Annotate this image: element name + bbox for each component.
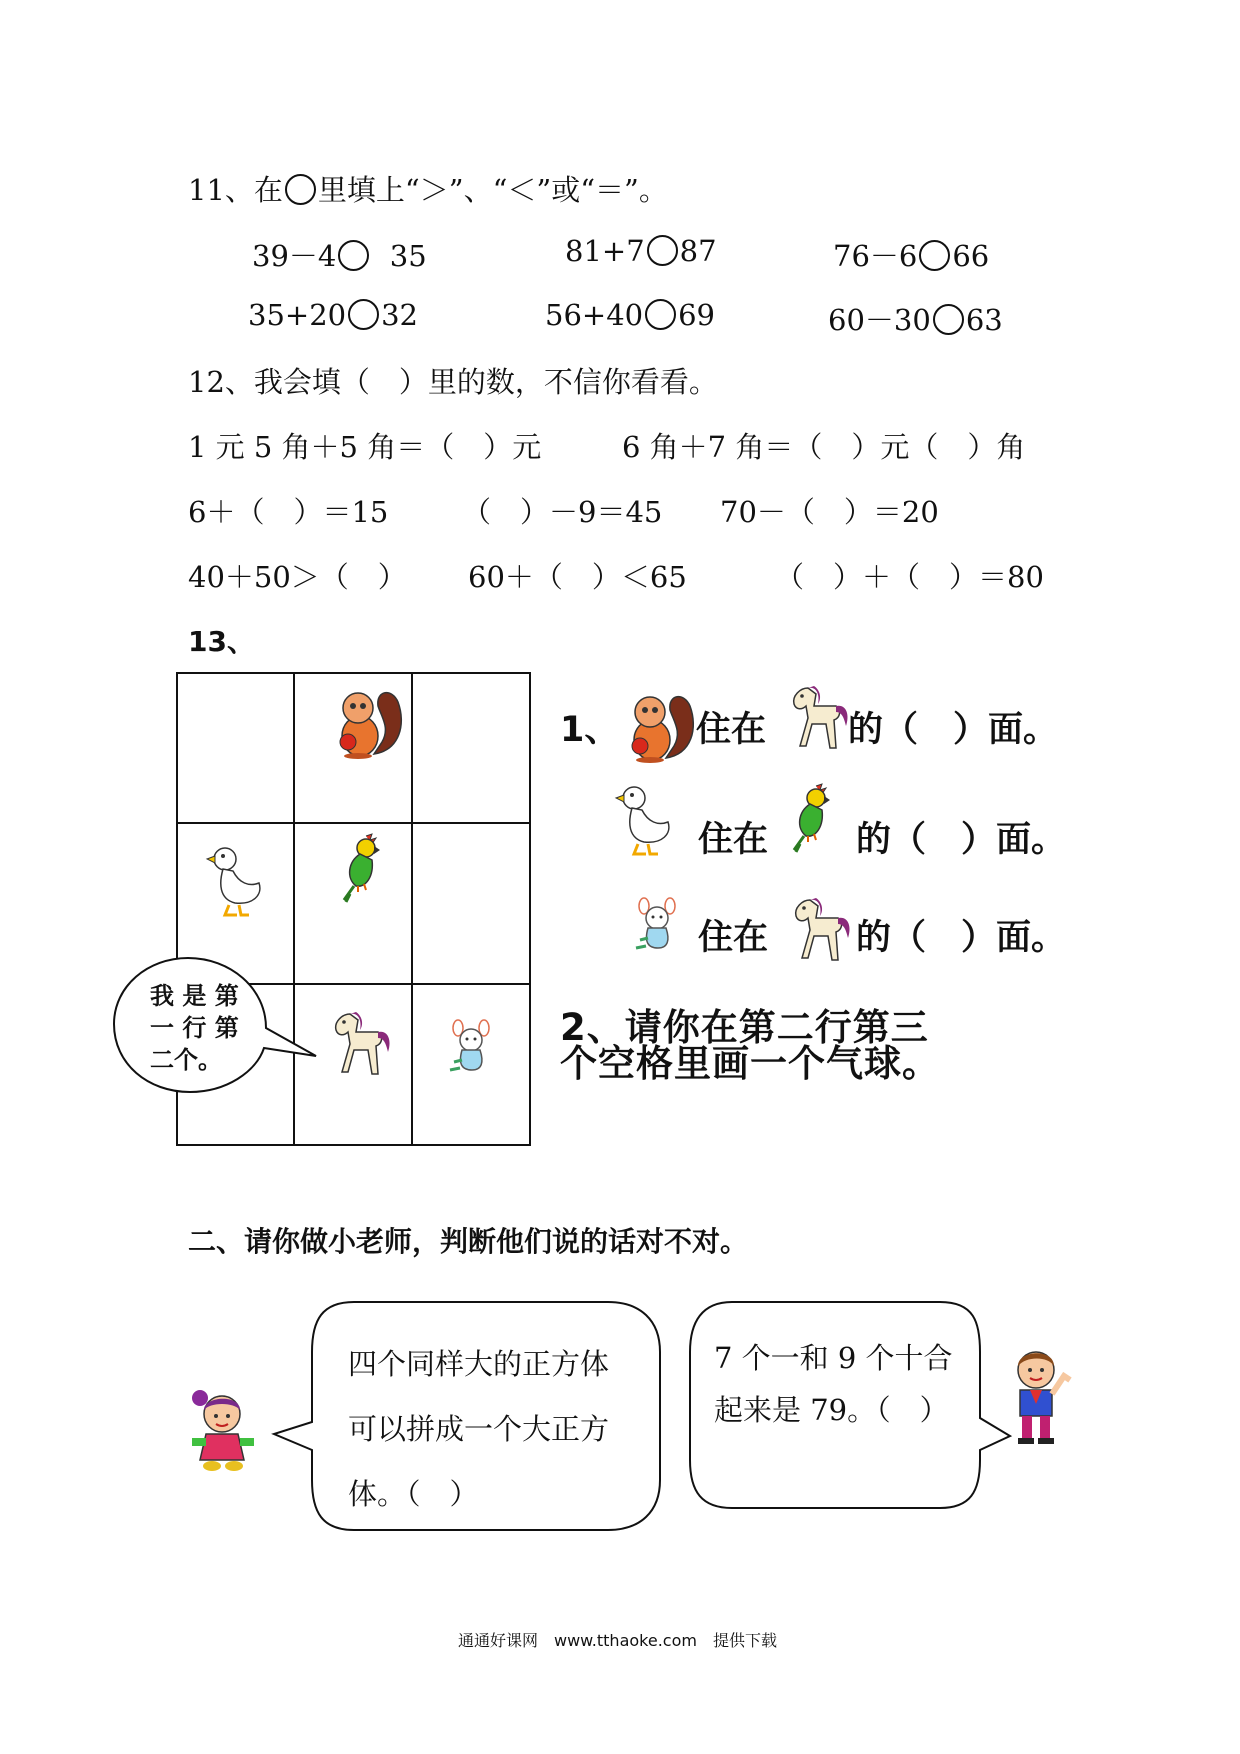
parrot-icon [336,832,388,904]
q11-prompt-before: 在 [253,173,283,207]
answer-circle-icon[interactable] [647,235,678,266]
bubble-line: 二个。 [150,1046,222,1074]
rabbit-icon [634,898,682,954]
q13-of-face: 的（ ）面。 [856,820,1067,860]
q11-item-right: 87 [679,234,717,268]
speech-bubble-left-text [348,1332,609,1527]
q11-item-right: 35 [389,239,427,273]
q11-item-left: 35+20 [248,298,347,332]
speech-bubble-text [150,980,239,1076]
duck-icon [614,782,676,858]
answer-circle-icon[interactable] [348,299,379,330]
bubble-line: 我 是 第 [150,982,239,1010]
q11-prompt [188,168,668,209]
q11-item-left: 60－30 [828,303,931,337]
q11-item-right: 69 [678,298,716,332]
footer-text: 通通好课网 www.tthaoke.com 提供下载 [458,1631,777,1650]
bubble-line: 体。（ ） [348,1477,479,1511]
q11-item-right: 66 [952,239,990,273]
squirrel-icon [328,684,408,760]
q12-row2-a: 6＋（ ）＝15 [188,495,389,529]
q11-item-right: 63 [965,303,1003,337]
answer-circle-icon[interactable] [933,304,964,335]
q13-sub2 [560,1006,940,1085]
q13-lives-in: 住在 [698,820,769,860]
answer-circle-icon[interactable] [919,240,950,271]
q11-prompt-after: 里填上“＞”、“＜”或“＝”。 [317,173,668,207]
girl-icon [188,1388,260,1476]
q12-row2-b: （ ）－9＝45 [462,495,663,529]
q12-row1-b: 6 角＋7 角＝（ ）元（ ）角 [622,430,1026,464]
q11-item-right: 32 [381,298,419,332]
boy-icon [1004,1346,1074,1446]
q13-of-face: 的（ ）面。 [848,710,1059,750]
q13-of-face: 的（ ）面。 [856,918,1067,958]
q13-sub2-line: 2、请你在第二行第三 [560,1006,929,1049]
rabbit-icon [448,1020,496,1076]
horse-icon [328,1010,394,1080]
speech-bubble-right-text [714,1332,953,1436]
bubble-line: 可以拼成一个大正方 [348,1412,610,1446]
bubble-line: 起来是 79。（ ） [714,1393,949,1427]
answer-circle-icon[interactable] [645,299,676,330]
q11-item-left: 81+7 [565,234,645,268]
answer-circle-icon[interactable] [338,240,369,271]
parrot-icon [786,782,838,854]
q11-item-left: 39－4 [252,239,337,273]
horse-icon [788,896,854,966]
q13-lives-in: 住在 [698,918,769,958]
section2-title: 二、请你做小老师，判断他们说的话对不对。 [188,1225,749,1258]
q11-item-left: 56+40 [545,298,644,332]
duck-icon [205,843,267,919]
q11-label: 11、 [188,173,254,207]
bubble-line: 四个同样大的正方体 [348,1347,610,1381]
q13-label: 13、 [188,625,255,658]
q11-item-1 [252,234,427,275]
q12-row3-b: 60＋（ ）＜65 [468,560,687,594]
q12-title: 12、我会填（ ）里的数，不信你看看。 [188,365,718,399]
horse-icon [786,684,852,754]
q13-sub2-line: 个空格里画一个气球。 [560,1042,940,1085]
q11-item-2 [565,234,717,268]
bubble-line: 7 个一和 9 个十合 [714,1341,953,1375]
q11-item-3 [833,234,989,275]
q12-row1-a: 1 元 5 角＋5 角＝（ ）元 [188,430,542,464]
q13-sub1-number: 1、 [560,710,620,750]
q12-row3-a: 40＋50＞（ ） [188,560,407,594]
bubble-line: 一 行 第 [150,1014,239,1042]
q11-item-4 [248,298,418,332]
q11-item-6 [828,298,1003,339]
q13-lives-in: 住在 [696,710,767,750]
q12-row2-c: 70－（ ）＝20 [720,495,939,529]
answer-circle-icon [285,174,316,205]
q11-item-5 [545,298,715,332]
q11-item-left: 76－6 [833,239,918,273]
q12-row3-c: （ ）＋（ ）＝80 [775,560,1044,594]
squirrel-icon [620,688,700,764]
